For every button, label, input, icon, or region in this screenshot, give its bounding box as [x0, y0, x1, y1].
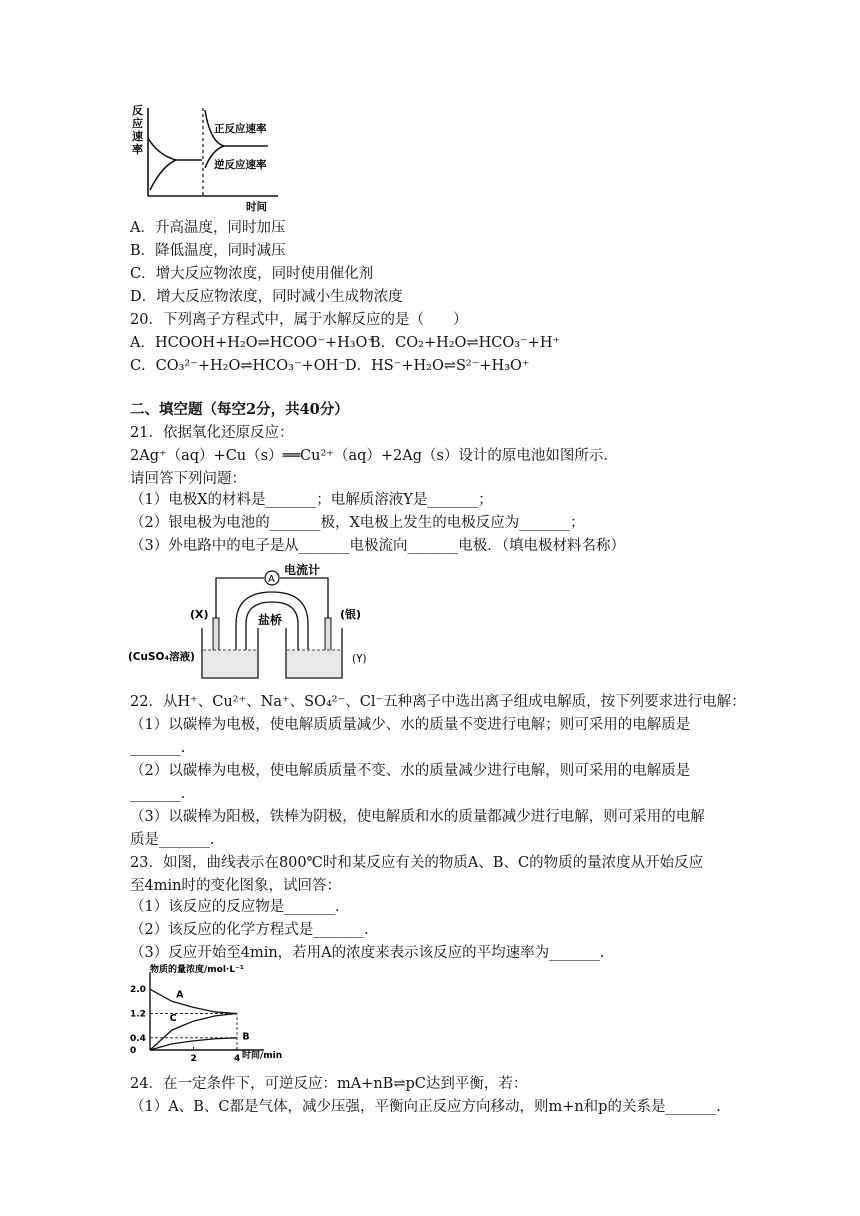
- q19-option-b: B．降低温度，同时减压: [130, 243, 286, 259]
- q19-option-c: C．增大反应物浓度，同时使用催化剂: [130, 266, 374, 282]
- q23-part-3: （3）反应开始至4min，若用A的浓度来表示该反应的平均速率为_______.: [130, 945, 605, 961]
- q20-option-b: B．CO₂+H₂O⇌HCO₃⁻+H⁺: [370, 335, 561, 351]
- q22-part-2b: _______.: [130, 786, 186, 802]
- q22-part-3b: 质是_______.: [130, 832, 215, 848]
- q21-stem: 21．依据氧化还原反应：: [130, 425, 294, 441]
- fig1-ylabel-char: 速: [132, 130, 143, 143]
- fig1-reverse-curve-before: [150, 160, 176, 190]
- chart-series-label: C: [169, 1013, 177, 1025]
- rate-time-figure: [128, 100, 290, 212]
- q23-part-2: （2）该反应的化学方程式是_______.: [130, 922, 369, 938]
- q21-prompt: 请回答下列问题：: [130, 471, 246, 487]
- q19-option-a: A．升高温度，同时加压: [130, 220, 286, 236]
- chart-series-a: [150, 989, 237, 1013]
- q20-option-c: C．CO₃²⁻+H₂O⇌HCO₃⁻+OH⁻: [130, 358, 346, 374]
- chart-series-label: A: [176, 989, 184, 1001]
- q21-part-2: （2）银电极为电池的_______极，X电极上发生的电极反应为_______；: [130, 515, 585, 531]
- q20-option-d: D．HS⁻+H₂O⇌S²⁻+H₃O⁺: [345, 358, 530, 374]
- q22-part-3a: （3）以碳棒为阳极，铁棒为阴极，使电解质和水的质量都减少进行电解，则可采用的电解: [130, 809, 705, 825]
- left-electrode-label: (X): [190, 608, 209, 621]
- q21-part-1: （1）电极X的材料是_______；电解质溶液Y是_______；: [130, 492, 493, 508]
- q24-part-1: （1）A、B、C都是气体，减少压强，平衡向正反应方向移动，则m+n和p的关系是_______.: [130, 1099, 721, 1115]
- chart-y-tick-label: 2.0: [130, 985, 146, 996]
- q24-stem: 24．在一定条件下，可逆反应：mA+nB⇌pC达到平衡，若：: [130, 1076, 528, 1092]
- chart-x-tick-label: 4: [233, 1054, 241, 1064]
- q23-stem-2: 至4min时的变化图象，试回答：: [130, 878, 341, 894]
- q21-reaction: 2Ag⁺（aq）+Cu（s）══Cu²⁺（aq）+2Ag（s）设计的原电池如图所示．: [130, 448, 618, 464]
- chart-y-tick-label: 0.4: [130, 1033, 146, 1044]
- q19-option-d: D．增大反应物浓度，同时减小生成物浓度: [130, 289, 403, 305]
- chart-x-tick-label: 2: [190, 1054, 197, 1064]
- chart-series-label: B: [242, 1031, 250, 1043]
- chart-series-c: [150, 1013, 237, 1050]
- q20-option-a: A．HCOOH+H₂O⇌HCOO⁻+H₃O⁺: [130, 335, 376, 351]
- section-2-heading: 二、填空题（每空2分，共40分）: [130, 401, 349, 418]
- chart-y-tick-label: 1.2: [130, 1009, 146, 1020]
- fig1-forward-label: 正反应速率: [214, 123, 267, 135]
- q20-stem: 20．下列离子方程式中，属于水解反应的是（ ）: [130, 312, 468, 328]
- fig1-reverse-label: 逆反应速率: [214, 159, 267, 171]
- left-solution-label: (CuSO₄溶液): [128, 651, 195, 663]
- ammeter-symbol: A: [268, 574, 275, 585]
- fig1-ylabel-char: 率: [132, 143, 143, 156]
- left-solution: [203, 650, 257, 677]
- right-solution-label: (Y): [352, 653, 367, 665]
- q22-stem: 22．从H⁺、Cu²⁺、Na⁺、SO₄²⁻、Cl⁻五种离子中选出离子组成电解质，按下列要求进行电解：: [130, 694, 746, 710]
- fig1-ylabel-char: 应: [132, 117, 143, 130]
- chart-ylabel: 物质的量浓度/mol·L⁻¹: [150, 965, 244, 975]
- galvanic-cell-figure: [128, 556, 378, 686]
- concentration-chart: [128, 962, 288, 1070]
- q23-stem-1: 23．如图，曲线表示在800℃时和某反应有关的物质A、B、C的物质的量浓度从开始反应: [130, 855, 704, 871]
- fig1-ylabel-char: 反: [132, 104, 143, 117]
- chart-y-tick-label: 0: [130, 1046, 137, 1056]
- right-electrode-label: (银): [340, 608, 362, 621]
- ammeter-label: 电流计: [284, 563, 321, 577]
- right-solution: [287, 650, 341, 677]
- q21-part-3: （3）外电路中的电子是从_______电极流向_______电极．（填电极材料名称）: [130, 538, 625, 554]
- fig1-xlabel: 时间: [246, 201, 267, 212]
- q22-part-2a: （2）以碳棒为电极，使电解质质量不变、水的质量减少进行电解，则可采用的电解质是: [130, 763, 691, 779]
- chart-xlabel: 时间/min: [242, 1051, 283, 1061]
- salt-bridge-label: 盐桥: [258, 613, 283, 627]
- q22-part-1b: _______.: [130, 740, 186, 756]
- q23-part-1: （1）该反应的反应物是_______.: [130, 899, 340, 915]
- q22-part-1a: （1）以碳棒为电极，使电解质质量减少、水的质量不变进行电解；则可采用的电解质是: [130, 717, 691, 733]
- fig1-forward-curve-before: [148, 138, 202, 160]
